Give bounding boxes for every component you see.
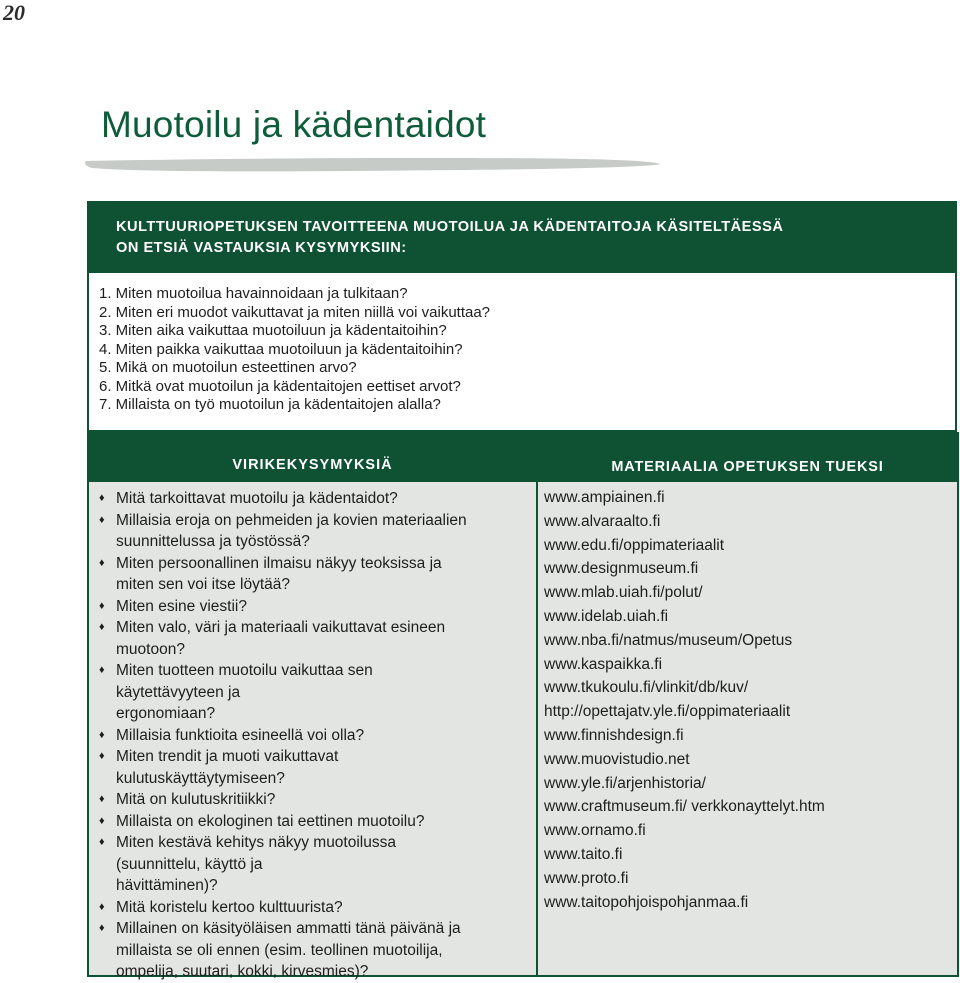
question-item bbox=[97, 746, 536, 789]
question-text: Miten persoonallinen ilmaisu näkyy teoksissa ja bbox=[116, 554, 442, 572]
question-item bbox=[97, 832, 536, 897]
title-brush-underline bbox=[84, 155, 664, 177]
question-text: ergonomiaan? bbox=[116, 705, 216, 722]
material-link[interactable]: www.craftmuseum.fi/ verkkonayttelyt.htm bbox=[544, 798, 825, 816]
goals-header bbox=[89, 203, 955, 273]
diamond-bullet-icon: ♦ bbox=[99, 621, 105, 633]
question-text: Millaisia eroja on pehmeiden ja kovien materiaalien bbox=[116, 511, 467, 529]
goals-header-line: ON ETSIÄ VASTAUKSIA KYSYMYKSIIN: bbox=[116, 240, 407, 256]
material-link[interactable]: www.muovistudio.net bbox=[544, 750, 690, 768]
material-link[interactable]: www.proto.fi bbox=[544, 869, 629, 887]
question-text: kulutuskäyttäytymiseen? bbox=[116, 769, 285, 787]
goals-header-line: KULTTUURIOPETUKSEN TAVOITTEENA MUOTOILUA JA KÄDENTAITOJA KÄSITELTÄESSÄ bbox=[116, 219, 784, 235]
page-number: 20 bbox=[3, 0, 25, 25]
goals-list bbox=[89, 273, 955, 415]
material-link[interactable]: www.finnishdesign.fi bbox=[544, 726, 684, 744]
question-text: Millaista on ekologinen tai eettinen muotoilu? bbox=[116, 812, 425, 830]
question-text: millaista se oli ennen (esim. teollinen muotoilija, bbox=[116, 941, 443, 959]
question-text: Miten trendit ja muoti vaikuttavat bbox=[116, 748, 339, 765]
question-item bbox=[97, 596, 536, 618]
diamond-bullet-icon: ♦ bbox=[99, 513, 105, 526]
question-text: miten sen voi itse löytää? bbox=[116, 576, 291, 593]
material-link[interactable]: www.mlab.uiah.fi/polut/ bbox=[544, 584, 703, 602]
question-text: Miten tuotteen muotoilu vaikuttaa sen bbox=[116, 662, 373, 679]
question-item bbox=[97, 725, 536, 747]
diamond-bullet-icon: ♦ bbox=[99, 900, 105, 913]
question-text: (suunnittelu, käyttö ja bbox=[116, 855, 263, 873]
material-link[interactable]: www.tkukoulu.fi/vlinkit/db/kuv/ bbox=[544, 679, 749, 697]
goal-item: 7. Millaista on työ muotoilun ja kädentaitojen alalla? bbox=[99, 396, 441, 413]
question-text: Miten kestävä kehitys näkyy muotoilussa bbox=[116, 834, 396, 851]
material-link[interactable]: www.nba.fi/natmus/museum/Opetus bbox=[544, 631, 793, 649]
material-link[interactable]: www.designmuseum.fi bbox=[544, 560, 699, 578]
question-text: Mitä on kulutuskritiikki? bbox=[116, 791, 276, 808]
material-link[interactable]: www.kaspaikka.fi bbox=[544, 655, 663, 673]
question-text: käytettävyyteen ja bbox=[116, 683, 241, 701]
goal-item: 6. Mitkä ovat muotoilun ja kädentaitojen eettiset arvot? bbox=[99, 377, 461, 395]
question-item bbox=[97, 660, 536, 725]
diamond-bullet-icon: ♦ bbox=[99, 793, 105, 805]
page-title: Muotoilu ja kädentaidot bbox=[101, 104, 487, 145]
material-link[interactable]: www.ornamo.fi bbox=[544, 822, 646, 840]
question-item bbox=[97, 918, 536, 983]
diamond-bullet-icon: ♦ bbox=[99, 492, 105, 504]
questions-header: VIRIKEKYSYMYKSIÄ bbox=[89, 432, 536, 482]
question-text: Miten valo, väri ja materiaali vaikuttavat esineen bbox=[116, 619, 446, 636]
materials-panel bbox=[538, 432, 959, 977]
question-text: Mitä tarkoittavat muotoilu ja kädentaidot? bbox=[116, 490, 398, 507]
question-text: suunnittelussa ja työstössä? bbox=[116, 533, 310, 550]
goal-item: 2. Miten eri muodot vaikuttavat ja miten niillä voi vaikuttaa? bbox=[99, 303, 491, 321]
diamond-bullet-icon: ♦ bbox=[99, 728, 105, 741]
diamond-bullet-icon: ♦ bbox=[99, 556, 105, 569]
question-text: muotoon? bbox=[116, 640, 185, 658]
goals-box bbox=[87, 201, 957, 432]
material-link[interactable]: www.taitopohjoispohjanmaa.fi bbox=[544, 893, 749, 911]
goal-item: 3. Miten aika vaikuttaa muotoiluun ja kädentaitoihin? bbox=[99, 322, 447, 339]
materials-header: MATERIAALIA OPETUKSEN TUEKSI bbox=[538, 432, 957, 482]
question-text: Millainen on käsityöläisen ammatti tänä päivänä ja bbox=[116, 920, 461, 937]
question-item bbox=[97, 811, 536, 833]
goal-item: 4. Miten paikka vaikuttaa muotoiluun ja kädentaitoihin? bbox=[99, 340, 463, 358]
goal-item: 1. Miten muotoilua havainnoidaan ja tulkitaan? bbox=[99, 285, 408, 302]
goal-item: 5. Mikä on muotoilun esteettinen arvo? bbox=[99, 359, 357, 376]
question-text: Mitä koristelu kertoo kulttuurista? bbox=[116, 898, 343, 916]
questions-list bbox=[89, 482, 536, 983]
material-link[interactable]: www.yle.fi/arjenhistoria/ bbox=[544, 774, 706, 792]
question-item bbox=[97, 897, 536, 919]
diamond-bullet-icon: ♦ bbox=[99, 750, 105, 762]
question-item bbox=[97, 789, 536, 811]
diamond-bullet-icon: ♦ bbox=[99, 664, 105, 676]
material-link[interactable]: www.idelab.uiah.fi bbox=[544, 607, 669, 625]
diamond-bullet-icon: ♦ bbox=[99, 922, 105, 934]
question-item bbox=[97, 488, 536, 510]
question-text: Millaisia funktioita esineellä voi olla? bbox=[116, 726, 365, 744]
diamond-bullet-icon: ♦ bbox=[99, 836, 105, 848]
diamond-bullet-icon: ♦ bbox=[99, 599, 105, 612]
material-link[interactable]: www.ampiainen.fi bbox=[544, 489, 665, 506]
question-item bbox=[97, 510, 536, 553]
question-item bbox=[97, 553, 536, 596]
question-text: ompelija, suutari, kokki, kirvesmies)? bbox=[116, 963, 369, 980]
material-link[interactable]: www.edu.fi/oppimateriaalit bbox=[544, 536, 725, 554]
question-text: hävittäminen)? bbox=[116, 877, 218, 894]
material-link[interactable]: http://opettajatv.yle.fi/oppimateriaalit bbox=[544, 703, 791, 721]
diamond-bullet-icon: ♦ bbox=[99, 814, 105, 827]
material-link[interactable]: www.alvaraalto.fi bbox=[544, 512, 661, 530]
question-item bbox=[97, 617, 536, 660]
material-link[interactable]: www.taito.fi bbox=[544, 845, 623, 863]
materials-link-list bbox=[538, 482, 957, 914]
question-text: Miten esine viestii? bbox=[116, 597, 247, 615]
questions-panel bbox=[87, 432, 536, 980]
